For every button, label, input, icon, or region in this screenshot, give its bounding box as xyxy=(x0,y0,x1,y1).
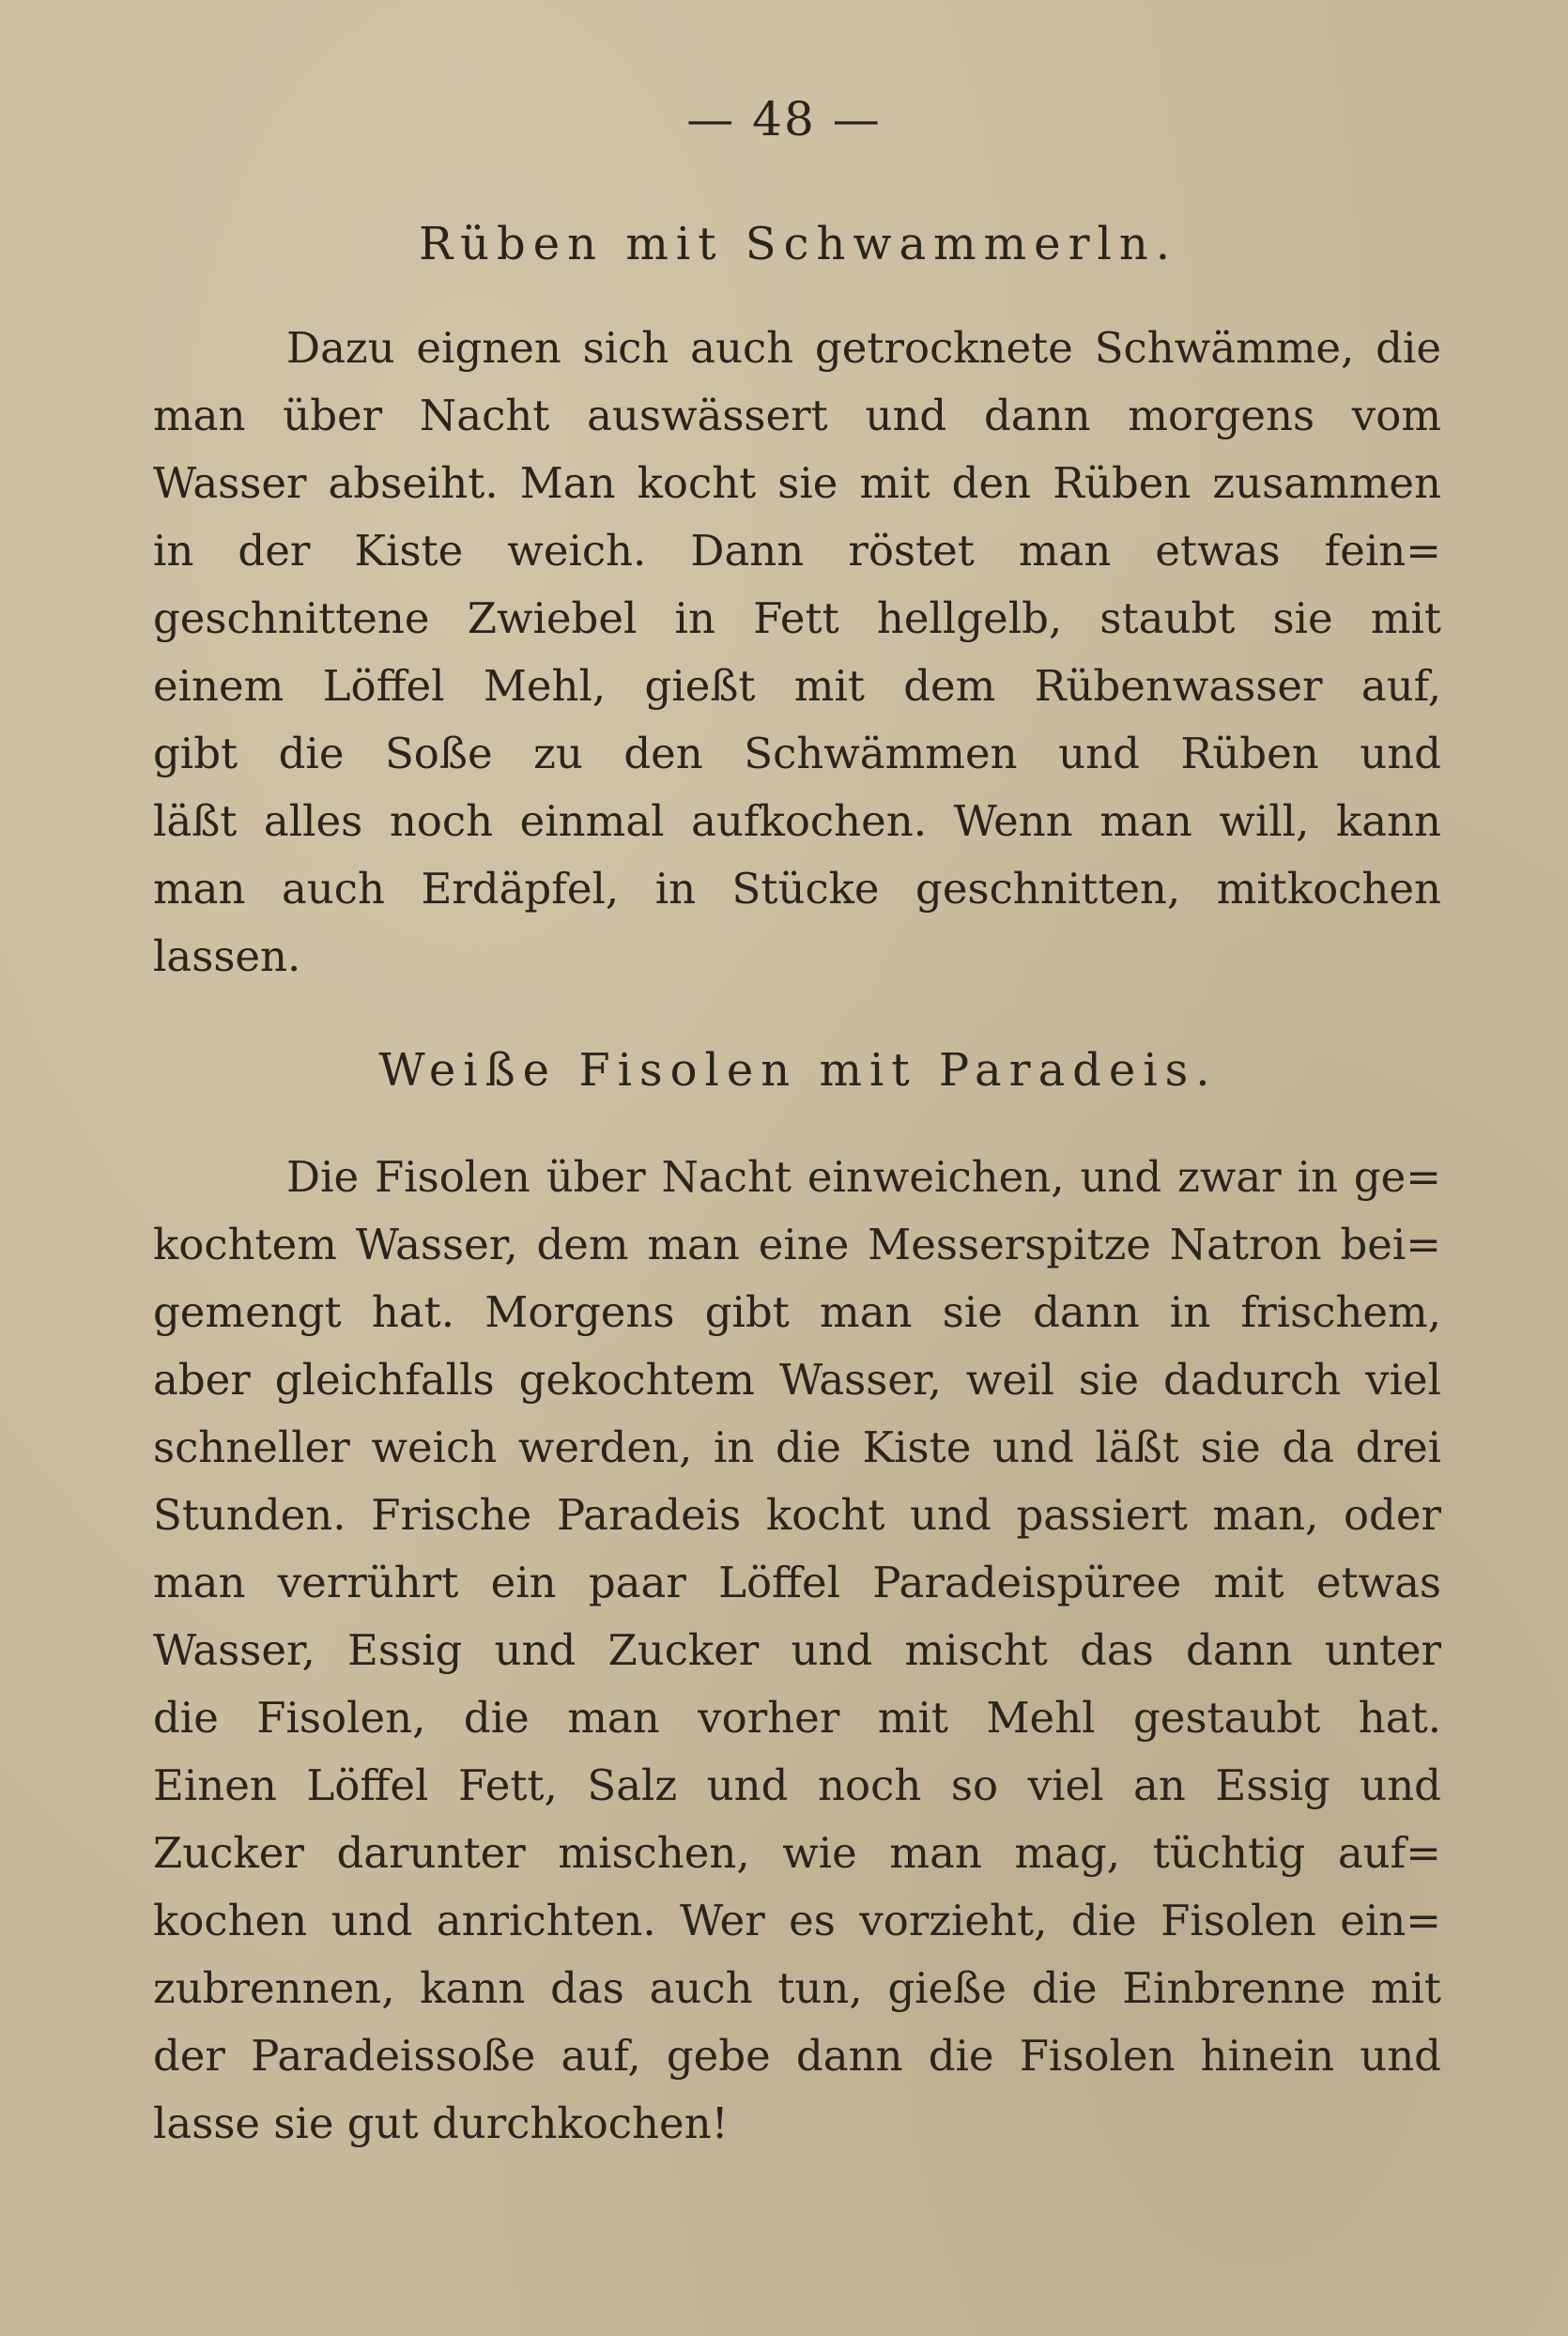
recipe-text-rueben xyxy=(153,315,1441,991)
text-line: Wasser, Essig und Zucker und mischt das dann unter xyxy=(153,1625,1441,1675)
text-line: der Paradeissoße auf, gebe dann die Fisolen hinein und xyxy=(153,2031,1441,2081)
text-line: Stunden. Frische Paradeis kocht und passiert man, oder xyxy=(153,1490,1441,1540)
section-title-fisolen: Weiße Fisolen mit Paradeis. xyxy=(378,1044,1218,1097)
text-line: geschnittene Zwiebel in Fett hellgelb, staubt sie mit xyxy=(153,593,1441,643)
text-line: aber gleichfalls gekochtem Wasser, weil sie dadurch viel xyxy=(153,1355,1441,1405)
text-line: man über Nacht auswässert und dann morgens vom xyxy=(153,391,1441,440)
text-line: die Fisolen, die man vorher mit Mehl gestaubt hat. xyxy=(153,1693,1441,1743)
text-line: schneller weich werden, in die Kiste und läßt sie da drei xyxy=(153,1422,1441,1472)
section-title-rueben: Rüben mit Schwammerln. xyxy=(418,218,1178,270)
page-number: — 48 — xyxy=(686,92,882,146)
text-line: lassen. xyxy=(153,931,301,981)
text-line: Zucker darunter mischen, wie man mag, tüchtig auf= xyxy=(153,1828,1441,1878)
text-line: man verrührt ein paar Löffel Paradeispüree mit etwas xyxy=(153,1558,1441,1607)
text-line: in der Kiste weich. Dann röstet man etwas fein= xyxy=(153,526,1441,576)
text-line: kochtem Wasser, dem man eine Messerspitze Natron bei= xyxy=(153,1220,1441,1269)
recipe-text-fisolen xyxy=(153,1144,1441,2158)
text-line: kochen und anrichten. Wer es vorzieht, die Fisolen ein= xyxy=(153,1896,1441,1945)
text-line: man auch Erdäpfel, in Stücke geschnitten, mitkochen xyxy=(153,864,1441,914)
text-line: Dazu eignen sich auch getrocknete Schwämme, die xyxy=(286,323,1441,373)
text-line: zubrennen, kann das auch tun, gieße die Einbrenne mit xyxy=(153,1963,1441,2013)
text-line: gibt die Soße zu den Schwämmen und Rüben und xyxy=(153,729,1441,778)
text-line: Wasser abseiht. Man kocht sie mit den Rüben zusammen xyxy=(153,458,1441,508)
text-line: Die Fisolen über Nacht einweichen, und zwar in ge= xyxy=(286,1152,1441,1202)
text-line: Einen Löffel Fett, Salz und noch so viel an Essig und xyxy=(153,1760,1441,1810)
text-line: gemengt hat. Morgens gibt man sie dann in frischem, xyxy=(153,1287,1441,1337)
text-line: lasse sie gut durchkochen! xyxy=(153,2098,729,2148)
text-line: läßt alles noch einmal aufkochen. Wenn man will, kann xyxy=(153,796,1441,846)
text-line: einem Löffel Mehl, gießt mit dem Rübenwasser auf, xyxy=(153,661,1441,711)
